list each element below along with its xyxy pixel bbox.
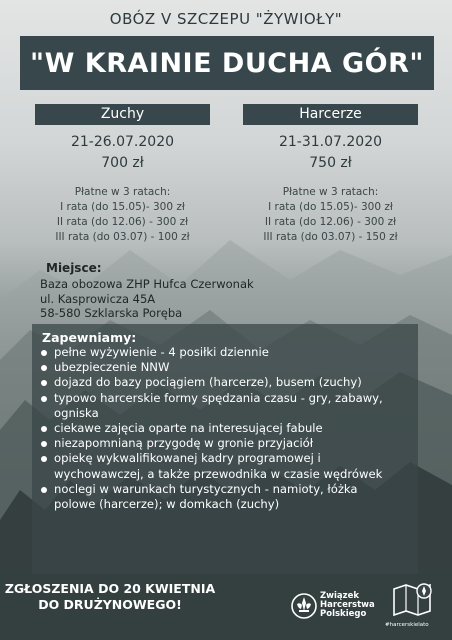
installment: I rata (do 15.05)- 300 zł — [268, 201, 393, 213]
address-line: ul. Kasprowicza 45A — [40, 291, 156, 306]
installment: I rata (do 15.05)- 300 zł — [60, 201, 185, 213]
bullet-icon — [41, 487, 47, 493]
theme-banner — [20, 36, 434, 90]
group-dates: 21-26.07.2020 — [70, 134, 175, 150]
org-name-line: Związek — [320, 591, 360, 601]
cta-line: ZGŁOSZENIA DO 20 KWIETNIA — [4, 581, 216, 596]
list-item-text: noclegi w warunkach turystycznych - namioty, łóżka polowe (harcerze); w domkach (zuchy) — [54, 481, 358, 512]
installment: II rata (do 12.06) - 300 zł — [56, 216, 189, 228]
list-item-text: dojazd do bazy pociągiem (harcerze), busem (zuchy) — [54, 375, 362, 390]
list-item — [40, 421, 400, 436]
provided-title: Zapewniamy: — [42, 330, 137, 345]
list-item — [40, 375, 400, 390]
bullet-icon — [41, 350, 47, 356]
scout-lily-icon — [291, 593, 317, 619]
payment-intro: Płatne w 3 ratach: — [282, 186, 379, 198]
bullet-icon — [41, 426, 47, 432]
list-item-text: opiekę wykwalifikowanej kadry programowej i wychowawczej, a także przewodnika w czasie wędrówek — [54, 451, 383, 481]
address-line: Baza obozowa ZHP Hufca Czerwonak — [40, 277, 254, 291]
list-item — [40, 436, 400, 451]
org-name — [320, 592, 375, 619]
bullet-icon — [41, 380, 47, 386]
bullet-icon — [41, 365, 47, 371]
group-name: Zuchy — [35, 104, 210, 125]
org-name-line: Harcerstwa — [320, 600, 375, 610]
payment-info — [35, 185, 210, 245]
group-price: 750 zł — [309, 155, 352, 171]
list-item — [40, 345, 400, 360]
hashtag: #harcerskielato — [385, 622, 429, 628]
map-compass-icon — [392, 581, 436, 619]
group-name: Harcerze — [243, 104, 418, 125]
group-card-harcerze — [243, 104, 418, 245]
zhp-logo — [291, 592, 375, 619]
list-item-text: ubezpieczenie NNW — [54, 360, 170, 375]
list-item — [40, 451, 400, 481]
list-item-text: pełne wyżywienie - 4 posiłki dziennie — [54, 345, 269, 359]
location-label: Miejsce: — [46, 261, 102, 275]
list-item — [40, 360, 400, 375]
group-dates: 21-31.07.2020 — [278, 134, 383, 150]
cta-line: DO DRUŻYNOWEGO! — [38, 597, 182, 612]
payment-info — [243, 185, 418, 245]
list-item-text: niezapomnianą przygodę w gronie przyjaciół — [54, 436, 314, 451]
provided-list — [40, 345, 400, 512]
signup-call-to-action — [0, 581, 220, 613]
org-name-line: Polskiego — [320, 609, 367, 619]
payment-intro: Płatne w 3 ratach: — [74, 186, 171, 198]
list-item-text: typowo harcerskie formy spędzania czasu - gry, zabawy, ogniska — [54, 390, 383, 420]
camp-title: OBÓZ V SZCZEPU "ŻYWIOŁY" — [109, 10, 343, 28]
bullet-icon — [41, 396, 47, 402]
location-address — [40, 277, 254, 321]
group-card-zuchy — [35, 104, 210, 245]
list-item-text: ciekawe zajęcia oparte na interesującej fabule — [54, 421, 323, 436]
bullet-icon — [41, 456, 47, 462]
list-item — [40, 482, 400, 512]
address-line: 58-580 Szklarska Poręba — [40, 306, 183, 320]
list-item — [40, 391, 400, 421]
bullet-icon — [41, 441, 47, 447]
installment: III rata (do 03.07) - 100 zł — [55, 231, 190, 243]
theme-title: "W KRAINIE DUCHA GÓR" — [30, 47, 424, 79]
installment: III rata (do 03.07) - 150 zł — [263, 231, 398, 243]
group-price: 700 zł — [101, 155, 144, 171]
installment: II rata (do 12.06) - 300 zł — [264, 216, 397, 228]
